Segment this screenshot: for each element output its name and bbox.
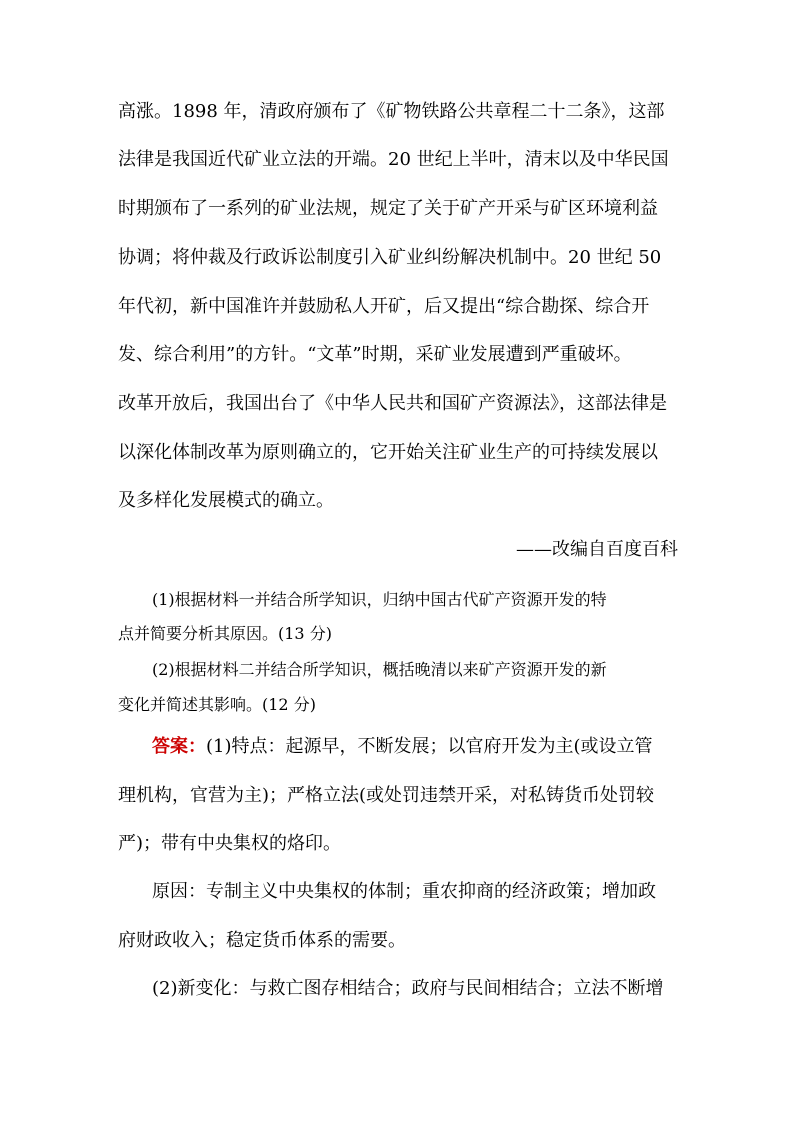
question-1-line-2: 点并简要分析其原因。(13 分) xyxy=(118,624,332,643)
material-line-8: 以深化体制改革为原则确立的，它开始关注矿业生产的可持续发展以 xyxy=(118,442,658,463)
reason-line-1: 原因：专制主义中央集权的体制；重农抑商的经济政策；增加政 xyxy=(152,881,656,902)
answer-1-text: (1)特点：起源早，不断发展；以官府开发为主(或设立管 xyxy=(206,736,653,757)
material-line-7: 改革开放后，我国出台了《中华人民共和国矿产资源法》，这部法律是 xyxy=(118,393,667,414)
material-line-9: 及多样化发展模式的确立。 xyxy=(118,490,334,511)
answer-line-2: 理机构，官营为主)；严格立法(或处罚违禁开采，对私铸货币处罚较 xyxy=(118,785,655,806)
question-2-line-2: 变化并简述其影响。(12 分) xyxy=(118,695,316,714)
material-source: ——改编自百度百科 xyxy=(516,539,678,560)
reason-line-2: 府财政收入；稳定货币体系的需要。 xyxy=(118,930,406,951)
answer-line-1 xyxy=(152,735,653,759)
material-line-3: 时期颁布了一系列的矿业法规，规定了关于矿产开采与矿区环境利益 xyxy=(118,198,658,219)
material-line-2: 法律是我国近代矿业立法的开端。20 世纪上半叶，清末以及中华民国 xyxy=(118,149,669,170)
question-2-line-1: (2)根据材料二并结合所学知识，概括晚清以来矿产资源开发的新 xyxy=(152,660,607,679)
question-1-line-1: (1)根据材料一并结合所学知识，归纳中国古代矿产资源开发的特 xyxy=(152,590,607,609)
answer-2-line-1: (2)新变化：与救亡图存相结合；政府与民间相结合；立法不断增 xyxy=(152,978,664,999)
material-line-6: 发、综合利用”的方针。“文革”时期，采矿业发展遭到严重破坏。 xyxy=(118,344,632,365)
material-line-1: 高涨。1898 年，清政府颁布了《矿物铁路公共章程二十二条》，这部 xyxy=(118,101,665,122)
material-line-4: 协调；将仲裁及行政诉讼制度引入矿业纠纷解决机制中。20 世纪 50 xyxy=(118,247,662,268)
material-line-5: 年代初，新中国准许并鼓励私人开矿，后又提出“综合勘探、综合开 xyxy=(118,296,650,317)
answer-line-3: 严)；带有中央集权的烙印。 xyxy=(118,833,342,854)
answer-label: 答案： xyxy=(152,736,206,757)
